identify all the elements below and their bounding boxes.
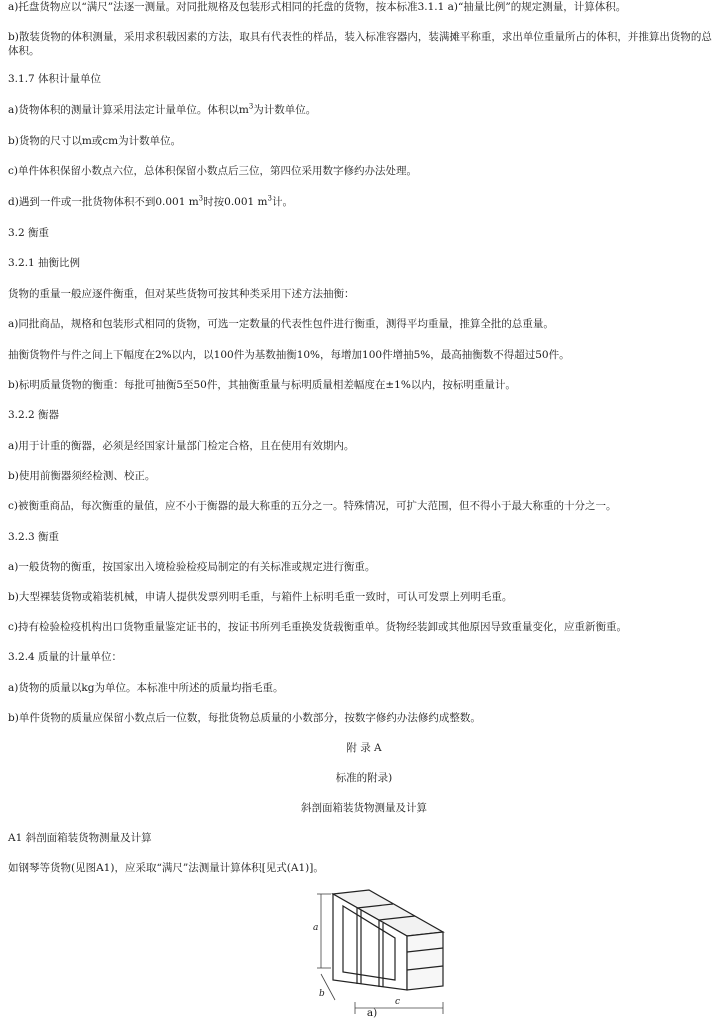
section-heading-3-2-2: 3.2.2 衡器 [8, 409, 60, 421]
paragraph-3-2-3-c: c)持有检验检疫机构出口货物重量鉴定证书的，按证书所列毛重换发货载衡重单。货物经装卸或其他原因导致重量变化，应重新衡重。 [8, 621, 627, 633]
paragraph-3-2-4-a: a)货物的质量以kg为单位。本标准中所述的质量均指毛重。 [8, 682, 284, 694]
appendix-subtitle: 标准的附录) [335, 772, 393, 784]
paragraph-3-2-1-b: b)标明质量货物的衡重：每批可抽衡5至50件，其抽衡重量与标明质量相差幅度在±1%以内，按标明重量计。 [8, 379, 516, 391]
dimension-label-c: c [395, 997, 401, 1007]
dimension-label-b: b [319, 989, 325, 999]
paragraph-3-2-3-b: b)大型裸装货物或箱装机械，申请人提供发票列明毛重，与箱件上标明毛重一致时，可认可发票上列明毛重。 [8, 591, 513, 603]
section-heading-3-2: 3.2 衡重 [8, 227, 50, 239]
paragraph-3-2-2-a: a)用于计重的衡器，必须是经国家计量部门检定合格，且在使用有效期内。 [8, 440, 355, 452]
paragraph-3-1-7-a: a)货物体积的测量计算采用法定计量单位。体积以$m^3$为计数单位。 [8, 102, 317, 116]
paragraph-3-1-7-d: d)遇到一件或一批货物体积不到0.001 $m^3$时按0.001 $m^3$计。 [8, 194, 293, 208]
paragraph-3-2-3-a: a)一般货物的衡重，按国家出入境检验检疫局制定的有关标准或规定进行衡重。 [8, 561, 376, 573]
paragraph-3-2-4-b: b)单件货物的质量应保留小数点后一位数，每批货物总质量的小数部分，按数字修约办法修约成整数。 [8, 712, 481, 724]
paragraph-3-1-7-c: c)单件体积保留小数点六位，总体积保留小数点后三位，第四位采用数字修约办法处理。 [8, 165, 417, 177]
figure-a1-crate-drawing [295, 880, 465, 1020]
appendix-title: 附 录 A [346, 742, 382, 754]
section-heading-3-2-4: 3.2.4 质量的计量单位： [8, 651, 123, 663]
paragraph-3-2-1-a-detail: 抽衡货物件与件之间上下幅度在2%以内，以100件为基数抽衡10%，每增加100件增抽5%，最高抽衡数不得超过50件。 [8, 349, 570, 361]
paragraph-pallet-cargo: a)托盘货物应以“满尺”法逐一测量。对同批规格及包装形式相同的托盘的货物，按本标准3.1.1 a)“抽量比例”的规定测量，计算体积。 [8, 1, 627, 13]
paragraph-3-2-2-b: b)使用前衡器须经检测、校正。 [8, 470, 156, 482]
figure-caption: a) [366, 1007, 378, 1019]
paragraph-3-2-1-a: a)同批商品，规格和包装形式相同的货物，可选一定数量的代表性包件进行衡重，测得平均重量，推算全批的总重量。 [8, 318, 554, 330]
paragraph-3-2-2-c: c)被衡重商品，每次衡重的量值，应不小于衡器的最大称重的五分之一。特殊情况，可扩大范围，但不得小于最大称重的十分之一。 [8, 500, 617, 512]
section-heading-3-1-7: 3.1.7 体积计量单位 [8, 73, 102, 85]
section-heading-3-2-3: 3.2.3 衡重 [8, 531, 60, 543]
paragraph-bulk-cargo: b)散装货物的体积测量，采用求积载因素的方法，取具有代表性的样品，装入标准容器内，装满摊平称重，求出单位重量所占的体积，并推算出货物的总体积。 [8, 31, 712, 57]
paragraph-a1: 如钢琴等货物(见图A1)，应采取“满尺”法测量计算体积[见式(A1)]。 [8, 862, 324, 874]
paragraph-3-2-1: 货物的重量一般应逐件衡重，但对某些货物可按其种类采用下述方法抽衡： [8, 288, 355, 300]
paragraph-3-1-7-b: b)货物的尺寸以m或cm为计数单位。 [8, 135, 182, 147]
appendix-heading: 斜剖面箱装货物测量及计算 [301, 802, 427, 814]
section-heading-a1: A1 斜剖面箱装货物测量及计算 [8, 832, 152, 844]
section-heading-3-2-1: 3.2.1 抽衡比例 [8, 257, 81, 269]
dimension-label-a: a [313, 923, 319, 933]
